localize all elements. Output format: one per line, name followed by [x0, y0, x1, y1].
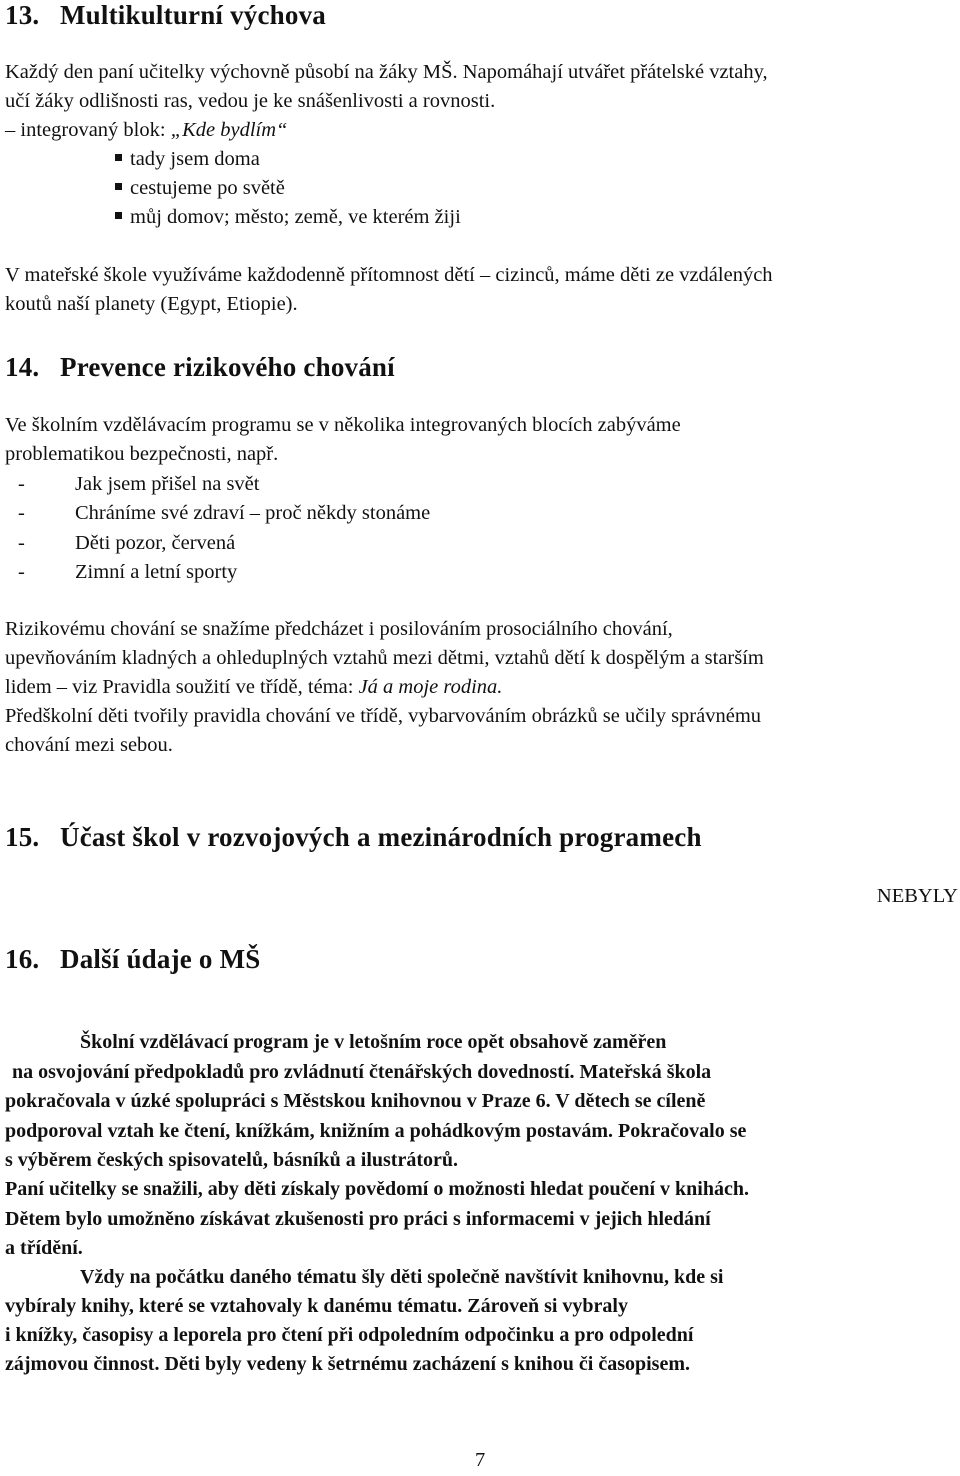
square-bullet-icon: [115, 154, 122, 161]
square-bullet-icon: [115, 212, 122, 219]
theme-title: Já a moje rodina.: [358, 676, 503, 698]
list-item: [18, 499, 430, 529]
section-16-line: Dětem bylo umožněno získávat zkušenosti pro práci s informacemi v jejich hledání: [5, 1208, 711, 1230]
list-dash: -: [18, 502, 25, 524]
section-16-line: Školní vzdělávací program je v letošním roce opět obsahově zaměřen: [80, 1031, 667, 1053]
list-item-text: Děti pozor, červená: [75, 532, 236, 554]
section-14-para-line-3: [5, 673, 502, 703]
section-16-line: Paní učitelky se snažili, aby děti získaly povědomí o možnosti hledat poučení v knihách.: [5, 1178, 749, 1200]
integrated-block-prefix: – integrovaný blok:: [5, 119, 171, 141]
section-15-status: NEBYLY: [876, 885, 958, 907]
section-14-title: Prevence rizikového chování: [60, 352, 395, 382]
section-16-line: a třídění.: [5, 1237, 83, 1259]
bullet-item: [115, 203, 461, 233]
list-item-text: Zimní a letní sporty: [75, 561, 238, 583]
section-16-line: na osvojování předpokladů pro zvládnutí čtenářských dovedností. Mateřská škola: [12, 1061, 712, 1083]
section-13-heading: [5, 0, 326, 30]
section-14-heading: [5, 352, 395, 382]
list-dash: -: [18, 561, 25, 583]
square-bullet-icon: [115, 183, 122, 190]
section-16-title: Další údaje o MŠ: [60, 944, 261, 974]
section-14-number: 14.: [5, 352, 40, 382]
section-14-para-line-4: Předškolní děti tvořily pravidla chování ve třídě, vybarvováním obrázků se učily správnému: [5, 705, 762, 727]
section-14-intro-line-1: Ve školním vzdělávacím programu se v několika integrovaných blocích zabýváme: [5, 414, 681, 436]
list-item-text: Jak jsem přišel na svět: [75, 473, 260, 495]
section-16-heading: [5, 944, 260, 974]
list-dash: -: [18, 532, 25, 554]
bullet-item-text: můj domov; město; země, ve kterém žiji: [130, 206, 461, 228]
section-14-para-line-1: Rizikovému chování se snažíme předcházet i posilováním prosociálního chování,: [5, 618, 673, 640]
bullet-item: [115, 145, 260, 175]
section-16-line: pokračovala v úzké spolupráci s Městskou knihovnou v Praze 6. V dětech se cíleně: [5, 1090, 706, 1112]
section-16-line: s výběrem českých spisovatelů, básníků a ilustrátorů.: [5, 1149, 459, 1171]
bullet-item-text: tady jsem doma: [130, 148, 260, 170]
integrated-block-line: [5, 116, 287, 146]
section-16-line: zájmovou činnost. Děti byly vedeny k šetrnému zacházení s knihou či časopisem.: [5, 1353, 690, 1375]
section-14-intro-line-2: problematikou bezpečnosti, např.: [5, 443, 279, 465]
section-13-title: Multikulturní výchova: [60, 0, 326, 30]
section-16-line: podporoval vztah ke čtení, knížkám, knižním a pohádkovým postavám. Pokračovalo se: [5, 1120, 747, 1142]
section-13-number: 13.: [5, 0, 40, 30]
list-item-text: Chráníme své zdraví – proč někdy stonáme: [75, 502, 431, 524]
section-14-para-line-5: chování mezi sebou.: [5, 734, 173, 756]
list-item: [18, 529, 235, 559]
page-number: 7: [475, 1449, 486, 1471]
section-16-line: i knížky, časopisy a leporela pro čtení při odpoledním odpočinku a pro odpolední: [5, 1324, 694, 1346]
section-13-para-line-1: V mateřské škole využíváme každodenně přítomnost dětí – cizinců, máme děti ze vzdálených: [5, 264, 773, 286]
section-13-intro-line-1: Každý den paní učitelky výchovně působí na žáky MŠ. Napomáhají utvářet přátelské vztahy,: [5, 61, 768, 83]
section-16-line: vybíraly knihy, které se vztahovaly k danému tématu. Zároveň si vybraly: [5, 1295, 628, 1317]
section-15-heading: [5, 822, 702, 852]
integrated-block-title: „Kde bydlím“: [170, 119, 288, 141]
section-16-number: 16.: [5, 944, 40, 974]
para-line-3-prefix: lidem – viz Pravidla soužití ve třídě, téma:: [5, 676, 359, 698]
section-16-line: Vždy na počátku daného tématu šly děti společně navštívit knihovnu, kde si: [80, 1266, 724, 1288]
section-15-number: 15.: [5, 822, 40, 852]
bullet-item: [115, 174, 285, 204]
list-item: [18, 470, 259, 500]
list-dash: -: [18, 473, 25, 495]
section-13-para-line-2: koutů naší planety (Egypt, Etiopie).: [5, 293, 298, 315]
list-item: [18, 558, 237, 588]
bullet-item-text: cestujeme po světě: [130, 177, 285, 199]
section-14-para-line-2: upevňováním kladných a ohleduplných vztahů mezi dětmi, vztahů dětí k dospělým a starším: [5, 647, 764, 669]
section-15-title: Účast škol v rozvojových a mezinárodních programech: [60, 822, 702, 852]
section-13-intro-line-2: učí žáky odlišnosti ras, vedou je ke snášenlivosti a rovnosti.: [5, 90, 496, 112]
